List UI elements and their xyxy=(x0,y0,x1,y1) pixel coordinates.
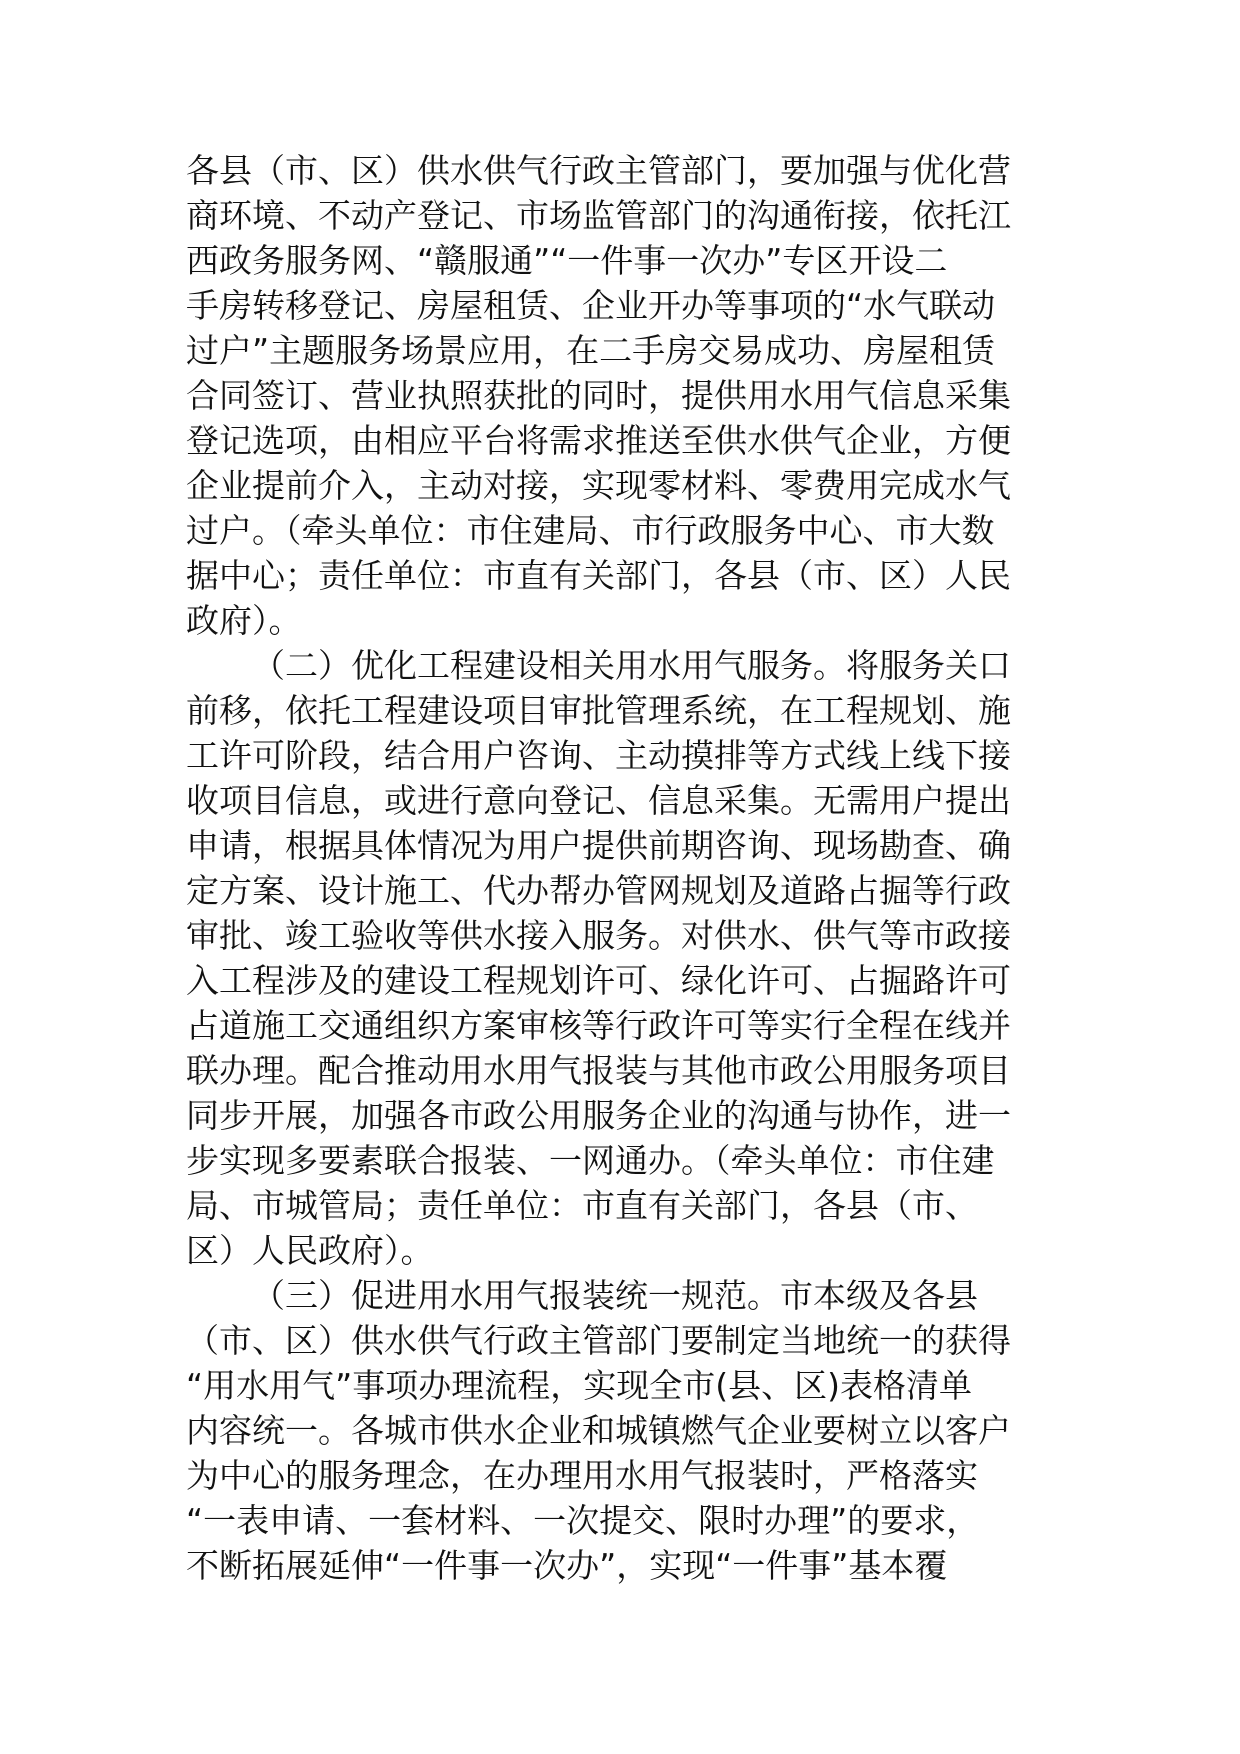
text-line: 定方案、设计施工、代办帮办管网规划及道路占掘等行政 xyxy=(186,871,1011,910)
text-line: 占道施工交通组织方案审核等行政许可等实行全程在线并 xyxy=(186,1006,1011,1045)
text-line: 商环境、不动产登记、市场监管部门的沟通衔接，依托江 xyxy=(186,196,1011,235)
text-line: 内容统一。各城市供水企业和城镇燃气企业要树立以客户 xyxy=(186,1411,1011,1450)
text-line: 不断拓展延伸“一件事一次办”，实现“一件事”基本覆 xyxy=(186,1546,948,1585)
text-line: 区）人民政府）。 xyxy=(186,1231,434,1270)
text-line: 合同签订、营业执照获批的同时，提供用水用气信息采集 xyxy=(186,376,1011,415)
body-text xyxy=(186,148,1056,1588)
paragraph-heading-line: （三）促进用水用气报装统一规范。市本级及各县 xyxy=(252,1276,978,1315)
text-line: 入工程涉及的建设工程规划许可、绿化许可、占掘路许可 xyxy=(186,961,1011,1000)
text-line: “用水用气”事项办理流程，实现全市(县、区)表格清单 xyxy=(186,1366,972,1405)
text-line: 收项目信息，或进行意向登记、信息采集。无需用户提出 xyxy=(186,781,1011,820)
text-line: 据中心；责任单位：市直有关部门，各县（市、区）人民 xyxy=(186,556,1011,595)
text-line: 为中心的服务理念，在办理用水用气报装时，严格落实 xyxy=(186,1456,978,1495)
text-line: 手房转移登记、房屋租赁、企业开办等事项的“水气联动 xyxy=(186,286,996,325)
text-line: 前移，依托工程建设项目审批管理系统，在工程规划、施 xyxy=(186,691,1011,730)
text-line: “一表申请、一套材料、一次提交、限时办理”的要求， xyxy=(186,1501,980,1540)
text-line: 登记选项，由相应平台将需求推送至供水供气企业，方便 xyxy=(186,421,1011,460)
text-line: 同步开展，加强各市政公用服务企业的沟通与协作，进一 xyxy=(186,1096,1011,1135)
text-line: 审批、竣工验收等供水接入服务。对供水、供气等市政接 xyxy=(186,916,1011,955)
text-line: 工许可阶段，结合用户咨询、主动摸排等方式线上线下接 xyxy=(186,736,1011,775)
text-line: （市、区）供水供气行政主管部门要制定当地统一的获得 xyxy=(186,1321,1011,1360)
paragraph-heading-line: （二）优化工程建设相关用水用气服务。将服务关口 xyxy=(252,646,1011,685)
text-line: 过户。（牵头单位：市住建局、市行政服务中心、市大数 xyxy=(186,511,995,550)
text-line: 政府）。 xyxy=(186,601,302,640)
text-line: 局、市城管局；责任单位：市直有关部门，各县（市、 xyxy=(186,1186,978,1225)
text-line: 企业提前介入，主动对接，实现零材料、零费用完成水气 xyxy=(186,466,1011,505)
text-line: 申请，根据具体情况为用户提供前期咨询、现场勘查、确 xyxy=(186,826,1011,865)
text-line: 步实现多要素联合报装、一网通办。（牵头单位：市住建 xyxy=(186,1141,995,1180)
text-line: 各县（市、区）供水供气行政主管部门，要加强与优化营 xyxy=(186,151,1011,190)
text-line: 过户”主题服务场景应用，在二手房交易成功、房屋租赁 xyxy=(186,331,996,370)
text-line: 联办理。配合推动用水用气报装与其他市政公用服务项目 xyxy=(186,1051,1011,1090)
text-line: 西政务服务网、“赣服通”“一件事一次办”专区开设二 xyxy=(186,241,948,280)
